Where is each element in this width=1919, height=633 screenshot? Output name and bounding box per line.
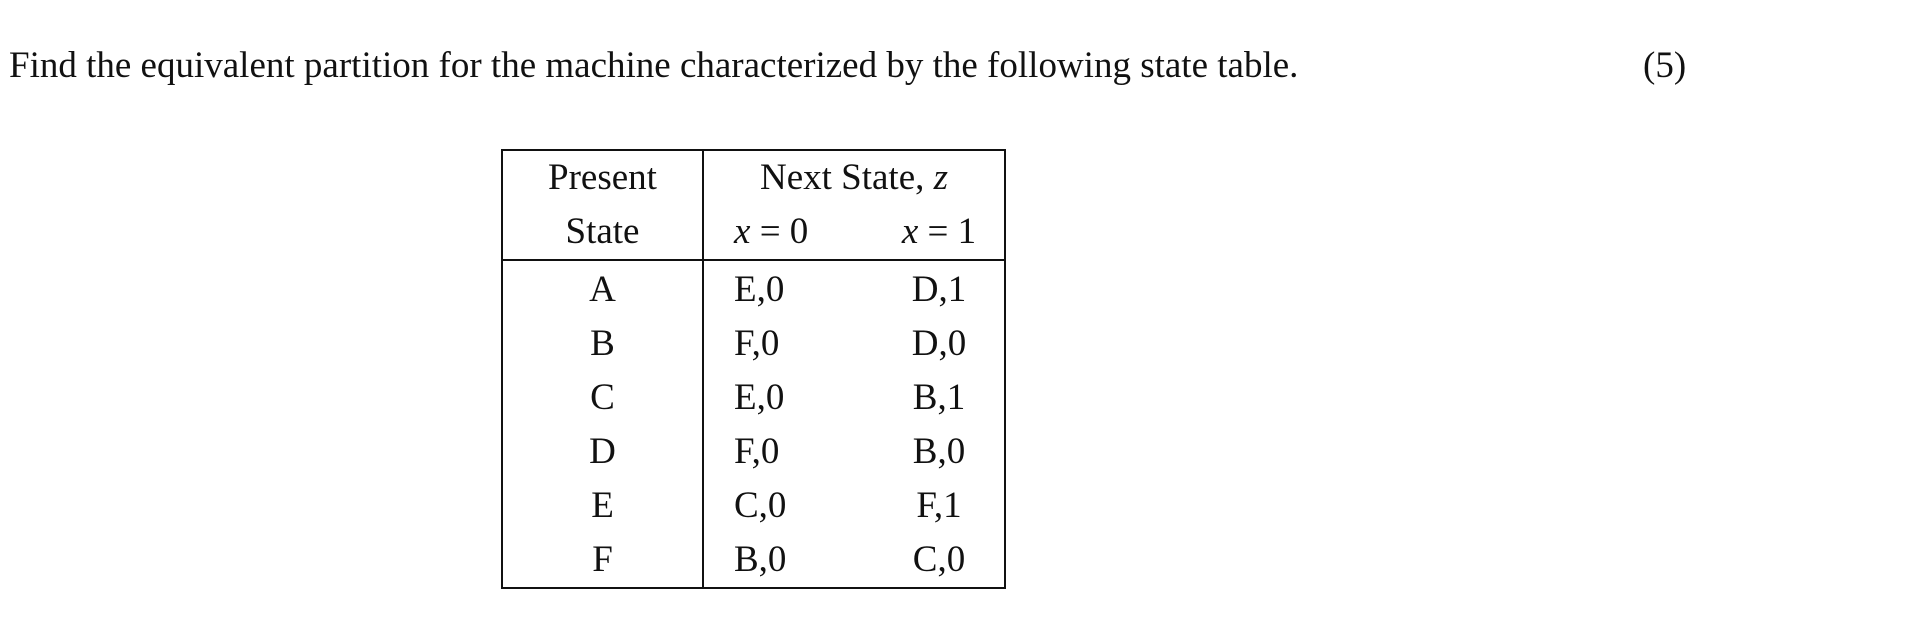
header-next-state-var: z <box>933 157 949 198</box>
table-row <box>502 317 1005 371</box>
cell-x0: B,0 <box>734 539 787 580</box>
table-row <box>502 425 1005 479</box>
header-x1 <box>874 205 1005 260</box>
header-next-state-label: Next State, <box>759 157 934 198</box>
cell-state: B <box>502 317 703 371</box>
header-x1-rest: = 1 <box>918 211 977 252</box>
cell-x1: D,1 <box>911 269 967 310</box>
table-header-row-2 <box>502 205 1005 260</box>
cell-state: C <box>502 371 703 425</box>
header-x0-var: x <box>734 211 751 252</box>
header-next-state <box>703 150 1005 205</box>
table-row <box>502 371 1005 425</box>
cell-x0: C,0 <box>734 485 787 526</box>
cell-x1: B,1 <box>912 377 966 418</box>
header-x0 <box>703 205 874 260</box>
cropped-text-fragment <box>895 0 1015 4</box>
cell-x0: F,0 <box>734 323 780 364</box>
cell-state: A <box>502 260 703 317</box>
cell-state: D <box>502 425 703 479</box>
cell-x1: B,0 <box>912 431 966 472</box>
table-header-row-1 <box>502 150 1005 205</box>
cell-x1: D,0 <box>911 323 967 364</box>
cell-state: F <box>502 533 703 588</box>
cell-x0: E,0 <box>734 377 785 418</box>
cell-x1: C,0 <box>912 539 966 580</box>
header-x1-var: x <box>901 211 919 252</box>
question-text: Find the equivalent partition for the machine characterized by the following state table. <box>9 45 1299 86</box>
cell-x1: F,1 <box>916 485 962 526</box>
table-row <box>502 533 1005 588</box>
header-present: Present <box>502 150 703 205</box>
cell-x0: E,0 <box>734 269 785 310</box>
state-table <box>501 149 1006 589</box>
marks-label: (5) <box>1643 45 1687 86</box>
table-row <box>502 479 1005 533</box>
cell-state: E <box>502 479 703 533</box>
header-state: State <box>502 205 703 260</box>
cell-x0: F,0 <box>734 431 780 472</box>
header-x0-rest: = 0 <box>750 211 809 252</box>
table-row <box>502 260 1005 317</box>
